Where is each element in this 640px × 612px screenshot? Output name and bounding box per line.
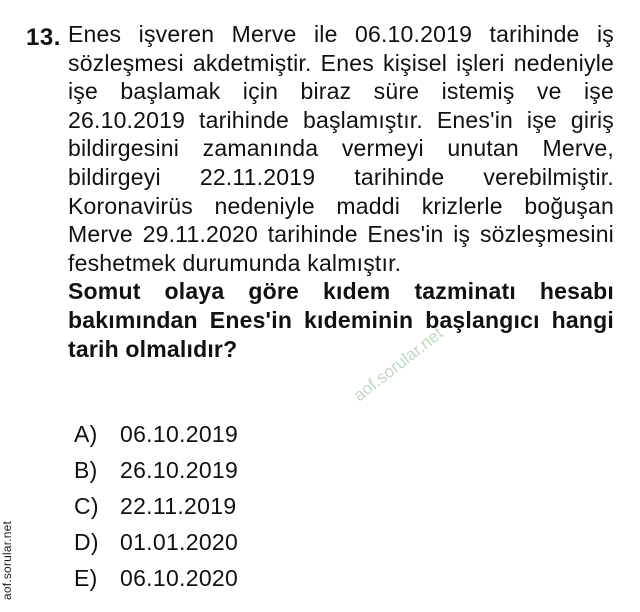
option-c[interactable] <box>72 488 238 524</box>
option-text: 22.11.2019 <box>120 492 237 519</box>
watermark-side: aof.sorular.net <box>0 520 14 600</box>
option-letter: B) <box>74 456 98 483</box>
option-letter: A) <box>74 420 98 447</box>
option-text: 26.10.2019 <box>120 456 239 483</box>
question-text: Enes işveren Merve ile 06.10.2019 tarihinde iş sözleşmesi akdetmiştir. Enes kişisel işleri nedeniyle işe başlamak için biraz süre istemiş ve işe 26.10.2019 tarihinde başlamıştır. Enes'in işe giriş bildirgesini zamanında vermeyi unutan Merve, bildirgeyi 22.11.2019 tarihinde verebilmiştir. Koronavirüs nedeniyle maddi krizlerle boğuşan Merve 29.11.2020 tarihinde Enes'in iş sözleşmesini feshetmek durumunda kalmıştır. <box>68 21 614 276</box>
option-letter: D) <box>74 528 99 555</box>
option-text: 06.10.2020 <box>120 564 239 591</box>
watermark-diagonal: aof.sorular.net <box>350 323 447 405</box>
option-letter: C) <box>74 492 99 519</box>
option-text: 06.10.2019 <box>120 420 239 447</box>
option-text: 01.01.2020 <box>120 528 239 555</box>
option-letter: E) <box>74 564 98 591</box>
question-body <box>68 20 614 363</box>
question-number: 13. <box>26 24 61 51</box>
option-a[interactable] <box>72 416 238 452</box>
question-prompt: Somut olaya göre kıdem tazminatı hesabı bakımından Enes'in kıdeminin başlangıcı hangi tarih olmalıdır? <box>68 278 614 362</box>
option-d[interactable] <box>72 524 238 560</box>
answer-options <box>72 416 238 596</box>
option-e[interactable] <box>72 560 238 596</box>
option-b[interactable] <box>72 452 238 488</box>
